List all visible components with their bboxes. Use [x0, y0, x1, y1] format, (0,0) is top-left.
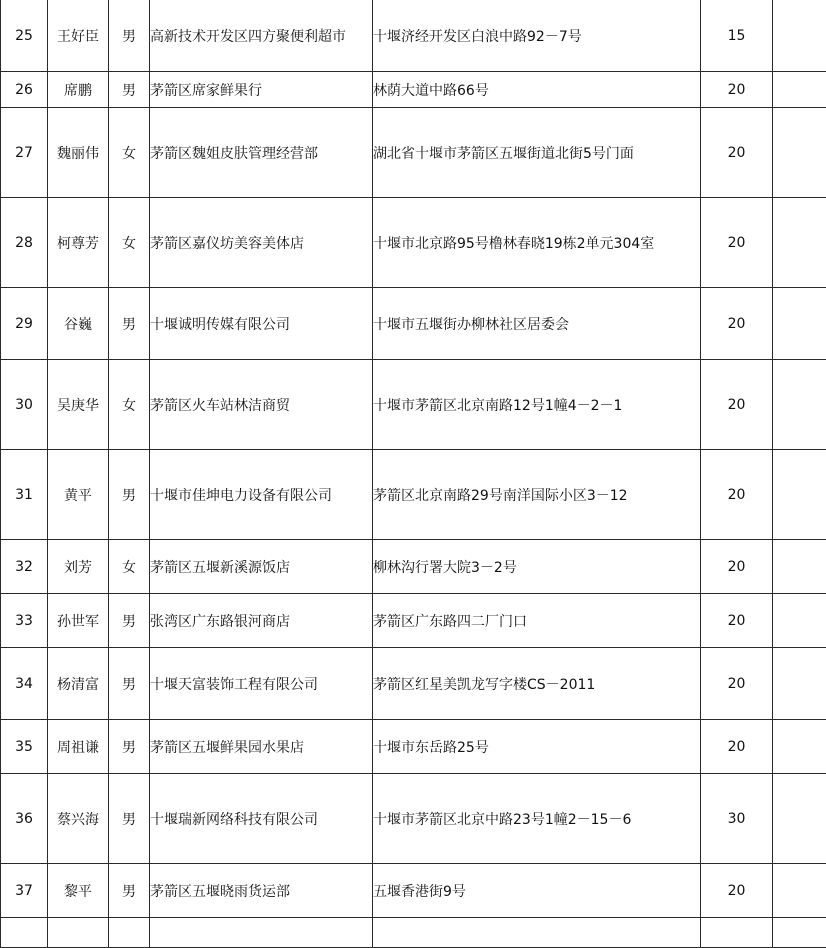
- count-value: 20: [701, 540, 773, 594]
- business-name: 茅箭区席家鲜果行: [150, 72, 373, 108]
- business-name: 茅箭区五堰新溪源饭店: [150, 540, 373, 594]
- count-value: 20: [701, 648, 773, 720]
- table-row: [1, 864, 826, 918]
- count-value: 15: [701, 0, 773, 72]
- table-row: [1, 360, 826, 450]
- address: 湖北省十堰市茅箭区五堰街道北街5号门面: [373, 108, 701, 198]
- person-name: 魏丽伟: [48, 108, 109, 198]
- row-number: 33: [1, 594, 48, 648]
- address: 五堰香港街9号: [373, 864, 701, 918]
- person-name: 刘芳: [48, 540, 109, 594]
- person-name: 蔡兴海: [48, 774, 109, 864]
- blank-cell: [773, 648, 826, 720]
- count-value: 20: [701, 72, 773, 108]
- blank-cell: [773, 720, 826, 774]
- business-name: 茅箭区嘉仪坊美容美体店: [150, 198, 373, 288]
- person-name: 杨清富: [48, 648, 109, 720]
- gender: 女: [109, 108, 150, 198]
- count-value: [701, 918, 773, 948]
- blank-cell: [773, 72, 826, 108]
- table-row: [1, 198, 826, 288]
- table-row: [1, 0, 826, 72]
- gender: 男: [109, 72, 150, 108]
- blank-cell: [773, 450, 826, 540]
- gender: 男: [109, 594, 150, 648]
- address: 十堰市茅箭区北京中路23号1幢2－15－6: [373, 774, 701, 864]
- blank-cell: [773, 288, 826, 360]
- person-name: 柯尊芳: [48, 198, 109, 288]
- blank-cell: [773, 360, 826, 450]
- address: 十堰市北京路95号橹林春晓19栋2单元304室: [373, 198, 701, 288]
- business-name: 高新技术开发区四方聚便利超市: [150, 0, 373, 72]
- row-number: 26: [1, 72, 48, 108]
- gender: 男: [109, 720, 150, 774]
- address: 茅箭区红星美凯龙写字楼CS－2011: [373, 648, 701, 720]
- blank-cell: [773, 594, 826, 648]
- address: 十堰济经开发区白浪中路92－7号: [373, 0, 701, 72]
- person-name: 黎平: [48, 864, 109, 918]
- table-row: [1, 918, 826, 948]
- business-name: 十堰诚明传媒有限公司: [150, 288, 373, 360]
- row-number: 25: [1, 0, 48, 72]
- table-row: [1, 594, 826, 648]
- address: 林荫大道中路66号: [373, 72, 701, 108]
- blank-cell: [773, 540, 826, 594]
- table-row: [1, 72, 826, 108]
- row-number: 34: [1, 648, 48, 720]
- gender: 男: [109, 864, 150, 918]
- blank-cell: [773, 198, 826, 288]
- address: 十堰市五堰街办柳林社区居委会: [373, 288, 701, 360]
- person-name: 黄平: [48, 450, 109, 540]
- blank-cell: [773, 0, 826, 72]
- gender: 女: [109, 360, 150, 450]
- table-row: [1, 108, 826, 198]
- address: 茅箭区北京南路29号南洋国际小区3－12: [373, 450, 701, 540]
- gender: 男: [109, 450, 150, 540]
- table-row: [1, 288, 826, 360]
- count-value: 20: [701, 450, 773, 540]
- count-value: 20: [701, 288, 773, 360]
- row-number: 35: [1, 720, 48, 774]
- business-name: 张湾区广东路银河商店: [150, 594, 373, 648]
- row-number: 29: [1, 288, 48, 360]
- count-value: 20: [701, 720, 773, 774]
- gender: 男: [109, 288, 150, 360]
- count-value: 30: [701, 774, 773, 864]
- row-number: 27: [1, 108, 48, 198]
- person-name: 席鹏: [48, 72, 109, 108]
- person-name: 孙世军: [48, 594, 109, 648]
- gender: 男: [109, 648, 150, 720]
- count-value: 20: [701, 108, 773, 198]
- business-name: 茅箭区魏姐皮肤管理经营部: [150, 108, 373, 198]
- table-row: [1, 720, 826, 774]
- blank-cell: [773, 918, 826, 948]
- business-name: [150, 918, 373, 948]
- row-number: 28: [1, 198, 48, 288]
- business-name: 茅箭区五堰鲜果园水果店: [150, 720, 373, 774]
- address: 柳林沟行署大院3－2号: [373, 540, 701, 594]
- person-name: 谷巍: [48, 288, 109, 360]
- business-name: 茅箭区五堰晓雨货运部: [150, 864, 373, 918]
- row-number: [1, 918, 48, 948]
- blank-cell: [773, 774, 826, 864]
- count-value: 20: [701, 594, 773, 648]
- count-value: 20: [701, 864, 773, 918]
- row-number: 36: [1, 774, 48, 864]
- gender: [109, 918, 150, 948]
- business-name: 十堰天富装饰工程有限公司: [150, 648, 373, 720]
- business-name: 十堰市佳坤电力设备有限公司: [150, 450, 373, 540]
- row-number: 31: [1, 450, 48, 540]
- address: 茅箭区广东路四二厂门口: [373, 594, 701, 648]
- gender: 女: [109, 198, 150, 288]
- count-value: 20: [701, 360, 773, 450]
- person-name: 王好臣: [48, 0, 109, 72]
- row-number: 37: [1, 864, 48, 918]
- count-value: 20: [701, 198, 773, 288]
- table-row: [1, 540, 826, 594]
- blank-cell: [773, 864, 826, 918]
- business-name: 十堰瑞新网络科技有限公司: [150, 774, 373, 864]
- row-number: 30: [1, 360, 48, 450]
- person-name: 周祖谦: [48, 720, 109, 774]
- row-number: 32: [1, 540, 48, 594]
- person-name: [48, 918, 109, 948]
- table-row: [1, 648, 826, 720]
- gender: 女: [109, 540, 150, 594]
- address: 十堰市茅箭区北京南路12号1幢4－2－1: [373, 360, 701, 450]
- address: 十堰市东岳路25号: [373, 720, 701, 774]
- gender: 男: [109, 0, 150, 72]
- blank-cell: [773, 108, 826, 198]
- gender: 男: [109, 774, 150, 864]
- business-name: 茅箭区火车站林洁商贸: [150, 360, 373, 450]
- person-name: 吴庚华: [48, 360, 109, 450]
- table-row: [1, 450, 826, 540]
- address: [373, 918, 701, 948]
- table-row: [1, 774, 826, 864]
